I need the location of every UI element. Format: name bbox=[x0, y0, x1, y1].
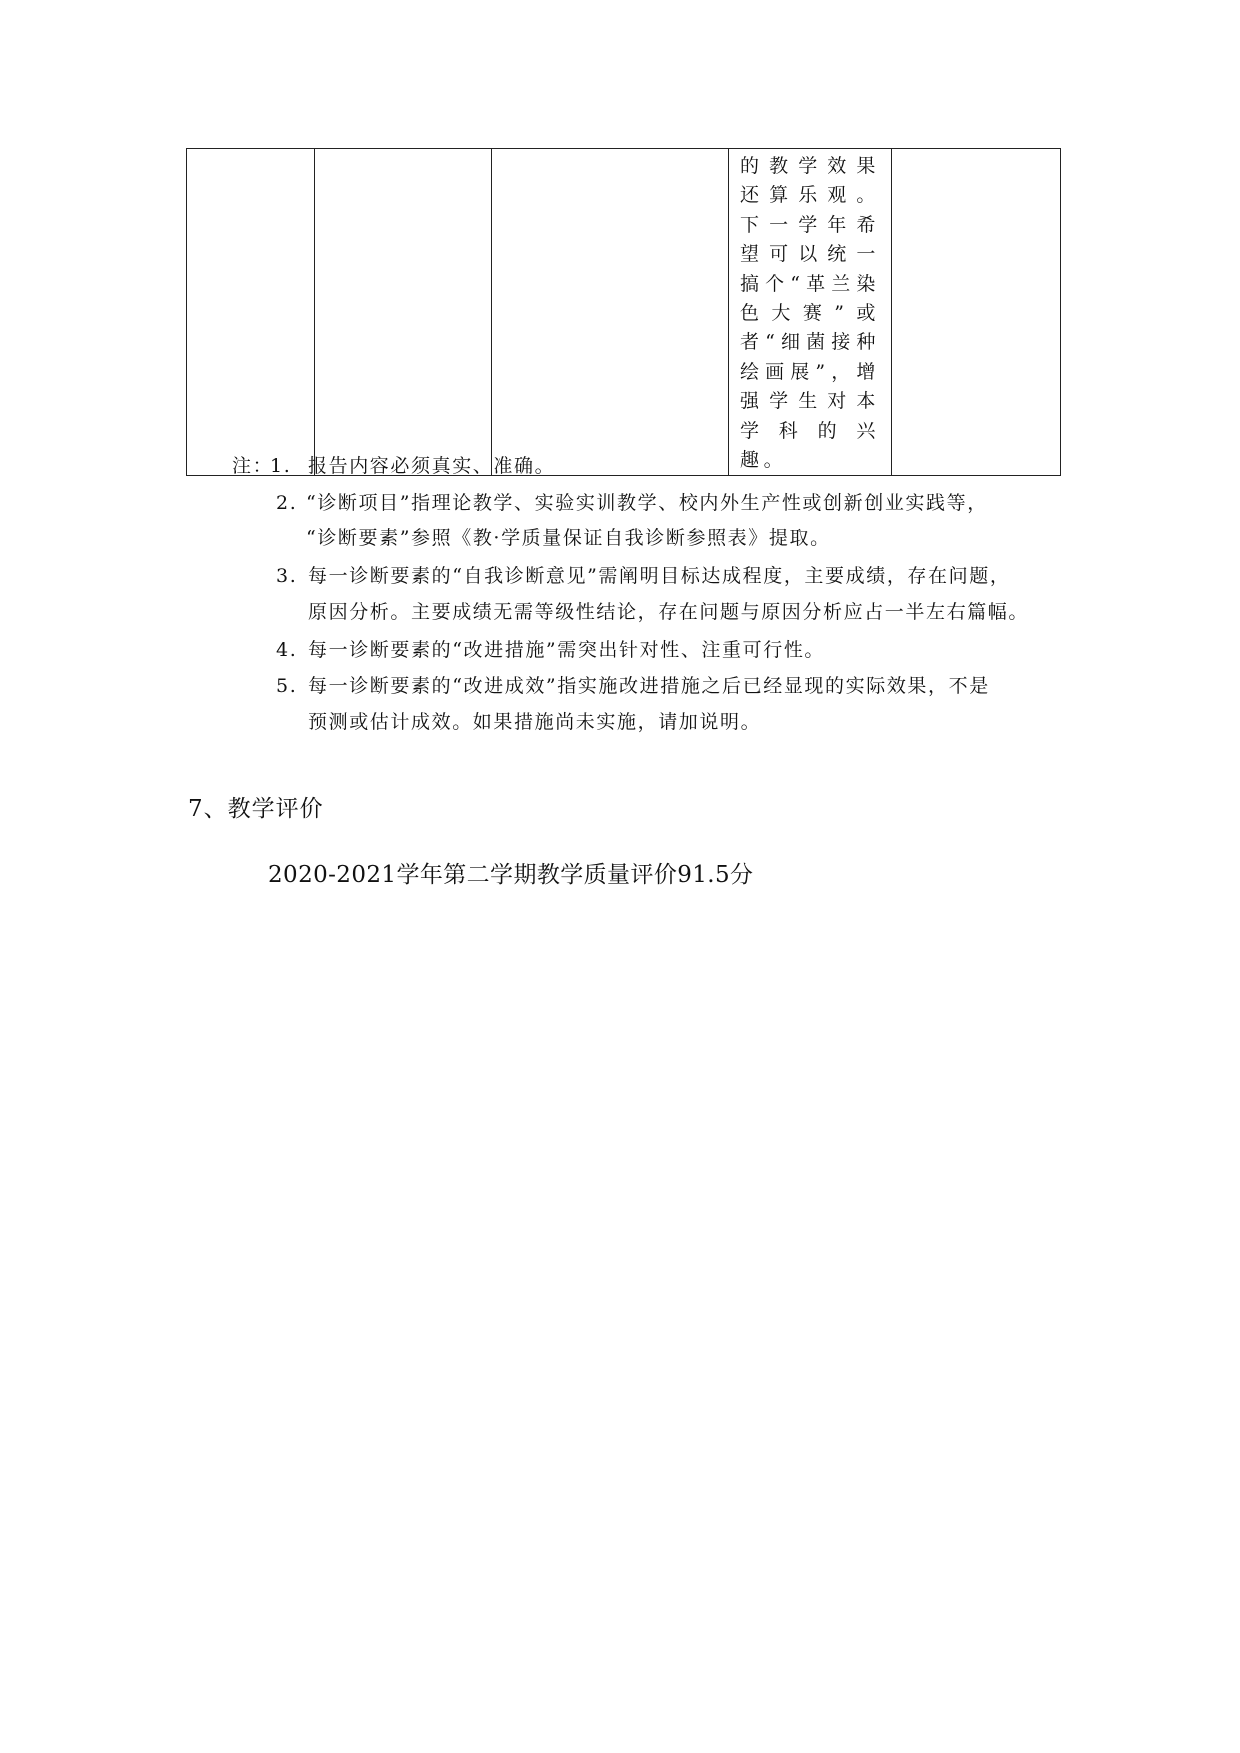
note-text: 原因分析。主要成绩无需等级性结论，存在问题与原因分析应占一半左右篇幅。 bbox=[308, 601, 1030, 623]
improvement-effect-text: 的教学效果还算乐观。下一学年希望可以统一搞个“革兰染色大赛”或者“细菌接种绘画展”，增强学生对本学科的兴趣。 bbox=[740, 155, 880, 472]
note-text: “诊断项目”指理论教学、实验实训教学、校内外生产性或创新创业实践等， bbox=[306, 492, 988, 514]
section-heading: 7、教学评价 bbox=[188, 796, 324, 822]
table-row bbox=[187, 149, 1061, 476]
note-text: 每一诊断要素的“改进成效”指实施改进措施之后已经显现的实际效果，不是 bbox=[308, 675, 990, 697]
table-cell-improvement-effect bbox=[729, 149, 892, 476]
table-cell-self-diagnosis bbox=[492, 149, 729, 476]
note-text: 每一诊断要素的“改进措施”需突出针对性、注重可行性。 bbox=[308, 639, 826, 661]
note-text: “诊断要素”参照《教·学质量保证自我诊断参照表》提取。 bbox=[306, 527, 831, 549]
note-number: 4. bbox=[276, 639, 298, 661]
diagnosis-table-continuation bbox=[186, 148, 1061, 476]
table-cell-remarks bbox=[892, 149, 1061, 476]
evaluation-score-text: 2020-2021学年第二学期教学质量评价91.5分 bbox=[268, 862, 754, 888]
note-number: 1. bbox=[270, 455, 292, 477]
note-number: 5. bbox=[276, 675, 298, 697]
notes-label: 注： bbox=[232, 455, 274, 477]
note-number: 2. bbox=[276, 492, 298, 514]
table-cell-element bbox=[315, 149, 492, 476]
diagnosis-table bbox=[186, 148, 1061, 476]
note-text: 每一诊断要素的“自我诊断意见”需阐明目标达成程度，主要成绩，存在问题， bbox=[308, 565, 1011, 587]
table-cell-project bbox=[187, 149, 315, 476]
note-text: 预测或估计成效。如果措施尚未实施，请加说明。 bbox=[308, 711, 762, 733]
note-text: 报告内容必须真实、准确。 bbox=[308, 455, 556, 477]
note-number: 3. bbox=[276, 565, 298, 587]
